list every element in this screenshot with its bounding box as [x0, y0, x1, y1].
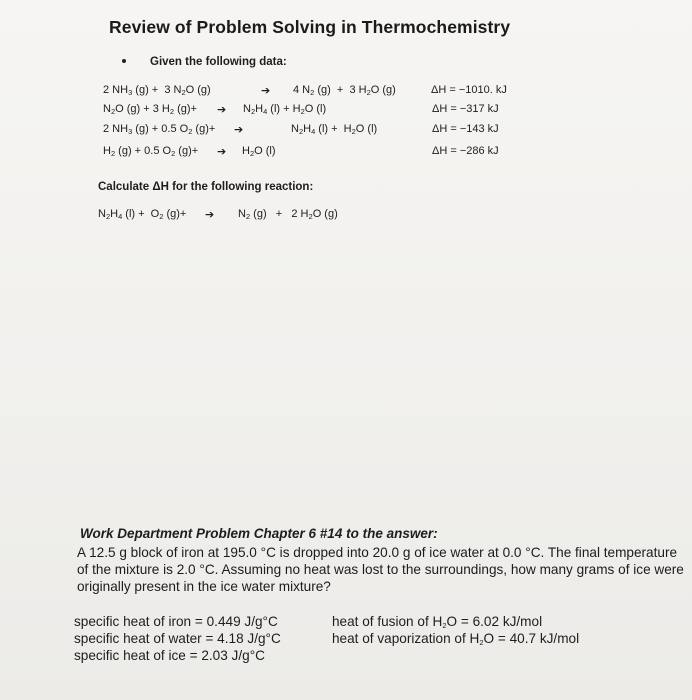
phase-change-constants: [332, 613, 579, 647]
constant-line: specific heat of water = 4.18 J/g°C: [74, 631, 281, 646]
reaction-row-2: [103, 103, 543, 121]
reaction-products: $N_2H_4$ $(l) + H_2O$ (l): [243, 103, 327, 116]
constant-line: heat of fusion of $H_2O = 6.02$ kJ/mol: [332, 614, 543, 630]
reaction-products: $H_2O$ (l): [242, 145, 276, 158]
reaction-enthalpy: ΔH = −317 kJ: [432, 103, 499, 115]
reaction-enthalpy: ΔH = −286 kJ: [432, 145, 499, 157]
constant-line: specific heat of iron = 0.449 J/g°C: [74, 614, 278, 629]
reaction-products: 4 $N_2$ (g) + 3 $H_2O$ (g): [293, 84, 396, 97]
work-problem-heading: Work Department Problem Chapter 6 #14 to the answer:: [80, 526, 438, 541]
target-arrow-icon: ➔: [205, 209, 215, 221]
page-title: Review of Problem Solving in Thermochemistry: [109, 17, 511, 37]
problem-statement: A 12.5 g block of iron at 195.0 °C is dropped into 20.0 g of ice water at 0.0 °C. The final temperature of the mixture is 2.0 °C. Assuming no heat was lost to the surroundings, how many grams of ice were originally present in the ice water mixture?: [77, 545, 684, 594]
reaction-arrow-icon: ➔: [261, 85, 271, 97]
reaction-row-4: [103, 145, 543, 163]
given-data-label: [122, 56, 287, 68]
bullet-icon: [122, 59, 126, 63]
reaction-row-3: [103, 123, 543, 141]
target-products: $N_2$ (g) + 2 $H_2O$ (g): [238, 208, 338, 221]
constant-line: specific heat of ice = 2.03 J/g°C: [74, 648, 265, 663]
reaction-enthalpy: ΔH = −143 kJ: [432, 123, 499, 135]
reaction-reactants: 2 $NH_3$ (g) + 0.5 $O_2$ (g)+: [103, 123, 216, 136]
reaction-row-1: [103, 84, 543, 102]
target-reactants: $N_2H_4$ $(l) + O_2$ (g)+: [98, 208, 187, 221]
reaction-reactants: $H_2$ (g) + 0.5 $O_2$ (g)+: [103, 145, 199, 158]
constant-line: heat of vaporization of $H_2O = 40.7$ kJ/mol: [332, 631, 580, 647]
given-label-text: Given the following data:: [150, 56, 287, 68]
reaction-reactants: $N_2O$ (g) + 3 $H_2$ (g)+: [103, 103, 197, 116]
reaction-reactants: 2 $NH_3$ (g) + 3 $N_2O$ (g): [103, 84, 211, 97]
calculate-label: Calculate ΔH for the following reaction:: [98, 181, 314, 193]
reaction-products: $N_2H_4$ $(l) + H_2O$ (l): [291, 123, 378, 136]
specific-heat-constants: [74, 613, 281, 664]
reaction-arrow-icon: ➔: [217, 146, 227, 158]
reaction-arrow-icon: ➔: [217, 104, 227, 116]
reaction-enthalpy: ΔH = −1010. kJ: [431, 84, 507, 96]
reaction-arrow-icon: ➔: [234, 124, 244, 136]
